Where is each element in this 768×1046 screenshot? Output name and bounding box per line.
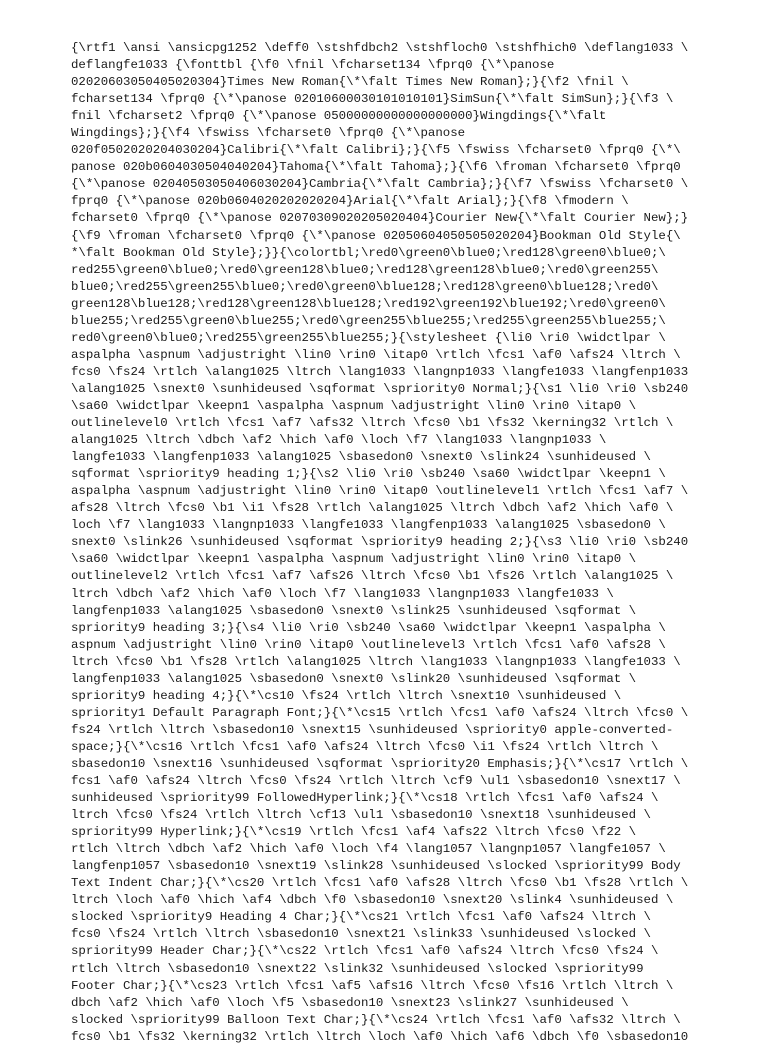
text-line: ltrch \fcs0 \b1 \fs28 \rtlch \alang1025 \ltrch \lang1033 \langnp1033 \langfe1033 \ bbox=[71, 654, 681, 669]
text-line: fcs0 \b1 \fs32 \kerning32 \rtlch \ltrch \loch \af0 \hich \af6 \dbch \f0 \sbasedon10 bbox=[71, 1029, 689, 1044]
text-line: red255\green0\blue0;\red0\green128\blue0;\red128\green128\blue0;\red0\green255\ bbox=[71, 262, 659, 277]
text-line: alang1025 \ltrch \dbch \af2 \hich \af0 \loch \f7 \lang1033 \langnp1033 \ bbox=[71, 433, 607, 448]
text-line: Wingdings};}{\f4 \fswiss \fcharset0 \fprq0 {\*\panose bbox=[71, 126, 466, 141]
text-line: blue0;\red255\green255\blue0;\red0\green0\blue128;\red128\green0\blue128;\red0\ bbox=[71, 279, 659, 294]
text-line: deflangfe1033 {\fonttbl {\f0 \fnil \fcharset134 \fprq0 {\*\panose bbox=[71, 58, 555, 73]
text-line: {\f9 \froman \fcharset0 \fprq0 {\*\panose 02050604050505020204}Bookman Old Style{\ bbox=[71, 228, 681, 243]
text-line: spriority1 Default Paragraph Font;}{\*\cs15 \rtlch \fcs1 \af0 \afs24 \ltrch \fcs0 \ bbox=[71, 705, 689, 720]
text-line: langfenp1057 \sbasedon10 \snext19 \slink28 \sunhideused \slocked \spriority99 Body bbox=[71, 859, 681, 874]
text-line: spriority9 heading 4;}{\*\cs10 \fs24 \rtlch \ltrch \snext10 \sunhideused \ bbox=[71, 688, 622, 703]
text-line: red0\green0\blue0;\red255\green255\blue255;}{\stylesheet {\li0 \ri0 \widctlpar \ bbox=[71, 330, 666, 345]
text-line: outlinelevel2 \rtlch \fcs1 \af7 \afs26 \ltrch \fcs0 \b1 \fs26 \rtlch \alang1025 \ bbox=[71, 569, 674, 584]
text-line: loch \f7 \lang1033 \langnp1033 \langfe1033 \langfenp1033 \alang1025 \sbasedon0 \ bbox=[71, 518, 666, 533]
text-line: {\rtf1 \ansi \ansicpg1252 \deff0 \stshfdbch2 \stshfloch0 \stshfhich0 \deflang1033 \ bbox=[71, 41, 689, 55]
text-line: snext0 \slink26 \sunhideused \sqformat \spriority9 heading 2;}{\s3 \li0 \ri0 \sb240 bbox=[71, 535, 689, 550]
text-line: fcs0 \fs24 \rtlch \ltrch \sbasedon10 \snext21 \slink33 \sunhideused \slocked \ bbox=[71, 927, 651, 942]
text-line: spriority9 heading 3;}{\s4 \li0 \ri0 \sb240 \sa60 \widctlpar \keepn1 \aspalpha \ bbox=[71, 620, 666, 635]
text-line: aspalpha \aspnum \adjustright \lin0 \rin0 \itap0 \rtlch \fcs1 \af0 \afs24 \ltrch \ bbox=[71, 347, 681, 362]
text-line: \sa60 \widctlpar \keepn1 \aspalpha \aspnum \adjustright \lin0 \rin0 \itap0 \ bbox=[71, 398, 637, 413]
text-line: Footer Char;}{\*\cs23 \rtlch \fcs1 \af5 \afs16 \ltrch \fcs0 \fs16 \rtlch \ltrch \ bbox=[71, 978, 674, 993]
text-line: sunhideused \spriority99 FollowedHyperlink;}{\*\cs18 \rtlch \fcs1 \af0 \afs24 \ bbox=[71, 791, 659, 806]
text-line: dbch \af2 \hich \af0 \loch \f5 \sbasedon10 \snext23 \slink27 \sunhideused \ bbox=[71, 995, 629, 1010]
text-line: outlinelevel0 \rtlch \fcs1 \af7 \afs32 \ltrch \fcs0 \b1 \fs32 \kerning32 \rtlch \ bbox=[71, 416, 674, 431]
text-line: rtlch \ltrch \sbasedon10 \snext22 \slink32 \sunhideused \slocked \spriority99 bbox=[71, 961, 644, 976]
text-line: green128\blue128;\red128\green128\blue128;\red192\green192\blue192;\red0\green0\ bbox=[71, 296, 666, 311]
text-line: 020f0502020204030204}Calibri{\*\falt Calibri};}{\f5 \fswiss \fcharset0 \fprq0 {\*\ bbox=[71, 143, 681, 158]
text-line: aspnum \adjustright \lin0 \rin0 \itap0 \outlinelevel3 \rtlch \fcs1 \af0 \afs28 \ bbox=[71, 637, 666, 652]
text-line: slocked \spriority9 Heading 4 Char;}{\*\cs21 \rtlch \fcs1 \af0 \afs24 \ltrch \ bbox=[71, 910, 651, 925]
text-line: \sa60 \widctlpar \keepn1 \aspalpha \aspnum \adjustright \lin0 \rin0 \itap0 \ bbox=[71, 552, 637, 567]
text-line: fcs0 \fs24 \rtlch \alang1025 \ltrch \lang1033 \langnp1033 \langfe1033 \langfenp1033 bbox=[71, 364, 689, 379]
text-line: ltrch \fcs0 \fs24 \rtlch \ltrch \cf13 \ul1 \sbasedon10 \snext18 \sunhideused \ bbox=[71, 808, 651, 823]
text-line: fnil \fcharset2 \fprq0 {\*\panose 05000000000000000000}Wingdings{\*\falt bbox=[71, 109, 607, 124]
text-line: langfe1033 \langfenp1033 \alang1025 \sbasedon0 \snext0 \slink24 \sunhideused \ bbox=[71, 450, 651, 465]
text-line: rtlch \ltrch \dbch \af2 \hich \af0 \loch \f4 \lang1057 \langnp1057 \langfe1057 \ bbox=[71, 842, 666, 857]
rtf-source-text bbox=[71, 40, 711, 1046]
text-line: langfenp1033 \alang1025 \sbasedon0 \snext0 \slink20 \sunhideused \sqformat \ bbox=[71, 671, 637, 686]
text-line: langfenp1033 \alang1025 \sbasedon0 \snext0 \slink25 \sunhideused \sqformat \ bbox=[71, 603, 637, 618]
text-line: spriority99 Header Char;}{\*\cs22 \rtlch \fcs1 \af0 \afs24 \ltrch \fcs0 \fs24 \ bbox=[71, 944, 659, 959]
text-line: blue255;\red255\green0\blue255;\red0\green255\blue255;\red255\green255\blue255;\ bbox=[71, 313, 666, 328]
text-line: sqformat \spriority9 heading 1;}{\s2 \li0 \ri0 \sb240 \sa60 \widctlpar \keepn1 \ bbox=[71, 467, 666, 482]
text-line: ltrch \dbch \af2 \hich \af0 \loch \f7 \lang1033 \langnp1033 \langfe1033 \ bbox=[71, 586, 614, 601]
text-line: space;}{\*\cs16 \rtlch \fcs1 \af0 \afs24 \ltrch \fcs0 \i1 \fs24 \rtlch \ltrch \ bbox=[71, 739, 659, 754]
text-line: panose 020b0604030504040204}Tahoma{\*\falt Tahoma};}{\f6 \froman \fcharset0 \fprq0 bbox=[71, 160, 681, 175]
text-line: sbasedon10 \snext16 \sunhideused \sqformat \spriority20 Emphasis;}{\*\cs17 \rtlch \ bbox=[71, 756, 689, 771]
text-line: 02020603050405020304}Times New Roman{\*\falt Times New Roman};}{\f2 \fnil \ bbox=[71, 75, 629, 90]
text-line: \alang1025 \snext0 \sunhideused \sqformat \spriority0 Normal;}{\s1 \li0 \ri0 \sb240 bbox=[71, 381, 689, 396]
text-line: fs24 \rtlch \ltrch \sbasedon10 \snext15 \sunhideused \spriority0 apple-converted- bbox=[71, 722, 674, 737]
text-line: fcharset134 \fprq0 {\*\panose 02010600030101010101}SimSun{\*\falt SimSun};}{\f3 \ bbox=[71, 92, 674, 107]
text-line: *\falt Bookman Old Style};}}{\colortbl;\red0\green0\blue0;\red128\green0\blue0;\ bbox=[71, 245, 666, 260]
text-line: fprq0 {\*\panose 020b0604020202020204}Arial{\*\falt Arial};}{\f8 \fmodern \ bbox=[71, 194, 629, 209]
text-line: Text Indent Char;}{\*\cs20 \rtlch \fcs1 \af0 \afs28 \ltrch \fcs0 \b1 \fs28 \rtlch \ bbox=[71, 876, 689, 891]
text-line: fcharset0 \fprq0 {\*\panose 02070309020205020404}Courier New{\*\falt Courier New};} bbox=[71, 211, 689, 226]
text-line: aspalpha \aspnum \adjustright \lin0 \rin0 \itap0 \outlinelevel1 \rtlch \fcs1 \af7 \ bbox=[71, 484, 689, 499]
text-line: {\*\panose 02040503050406030204}Cambria{\*\falt Cambria};}{\f7 \fswiss \fcharset0 \ bbox=[71, 177, 689, 192]
text-line: afs28 \ltrch \fcs0 \b1 \i1 \fs28 \rtlch \alang1025 \ltrch \dbch \af2 \hich \af0 \ bbox=[71, 501, 674, 516]
text-line: spriority99 Hyperlink;}{\*\cs19 \rtlch \fcs1 \af4 \afs22 \ltrch \fcs0 \f22 \ bbox=[71, 825, 637, 840]
text-line: ltrch \loch \af0 \hich \af4 \dbch \f0 \sbasedon10 \snext20 \slink4 \sunhideused \ bbox=[71, 893, 674, 908]
text-line: fcs1 \af0 \afs24 \ltrch \fcs0 \fs24 \rtlch \ltrch \cf9 \ul1 \sbasedon10 \snext17 \ bbox=[71, 774, 681, 789]
text-line: slocked \spriority99 Balloon Text Char;}{\*\cs24 \rtlch \fcs1 \af0 \afs32 \ltrch \ bbox=[71, 1012, 681, 1027]
